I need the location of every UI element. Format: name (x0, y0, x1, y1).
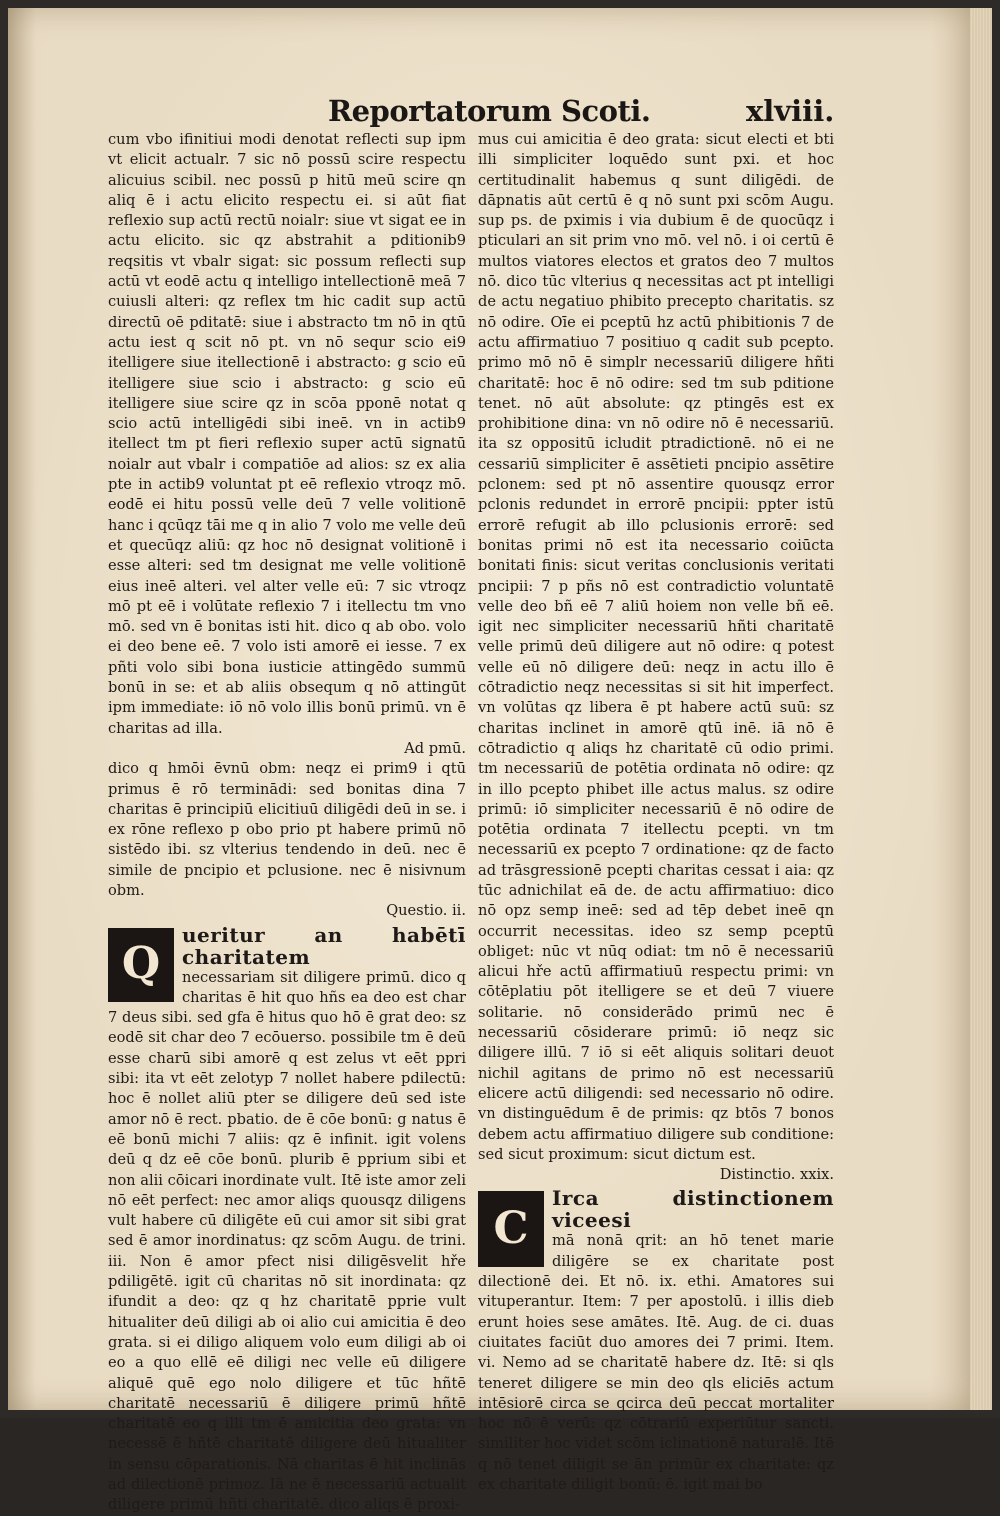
left-paragraph-3: necessariam sit diligere primū. dico q charitas ē hit quo hñs ea deo est char 7 deus sibi. sed gfa ē hitus quo hō ē grat deo: sz eodē sit char deo 7 ecōuerso. possibile tm ē deū esse charū sibi amorē q est zelus vt eēt ppri sibi: ita vt eēt zelotyp 7 nollet habere pdilectū: hoc ē nollet aliū pter se diligere deū sed iste amor nō ē rect. pbatio. de ē cōe bonū: g natus ē eē bonū michi 7 aliis: qz ē infinit. igit volens deū q dz eē cōe bonū. plurib ē pprium sibi et non alii cōicari inordinate vult. Itē iste amor zeli nō eēt perfect: nec amor aliqs quousqz diligens vult habere cū diligēte eū cui amor sit sibi grat sed ē amor inordinatus: qz scōm Augu. de trini. iii. Non ē amor pfect nisi diligēsvelit hře pdiligētē. igit cū charitas nō sit inordinata: qz ifundit a deo: qz q hz charitatē pprie vult hitualiter deū diligi ab oi alio cui amicitia ē deo grata. si ei diligo aliquem volo eum diligi ab oi eo a quo ellē eē diligi nec velle eū diligere aliquē quē ego nolo diligere et tūc hñtē charitatē necessariū ē diligere primū hñtē charitatē eo q illi tm ē amicitia deo grata: vn necessē ē hñtē charitatē diligere deū hitualiter in sensu cōparationis. Nā charitas ē hit inclinās ad dilectionē primoz. Iā ne ē necessariū actualit diligere primū hñti charitatē. dico aliqs ē proxi- (108, 968, 466, 1514)
distinction-heading: Irca distinctionem viceesi (552, 1186, 834, 1233)
distinction-heading-block (478, 1187, 834, 1495)
right-column (478, 130, 834, 1493)
page-edge (970, 8, 992, 1410)
right-paragraph-1: mus cui amicitia ē deo grata: sicut electi et bti illi simpliciter loquēdo sunt pxi. et hoc certitudinalit habemus q sunt diligēdi. de dāpnatis aūt certū ē q nō sunt pxi scōm Augu. sup ps. de pximis i via dubium ē de quocūqz i pticulari an sit prim vno mō. vel nō. i oi certū ē multos viatores electos et gratos deo 7 multos nō. dico tūc vlterius q necessitas act pt intelligi de actu negatiuo phibito precepto charitatis. sz nō odire. Oīe ei pceptū hz actū phibitionis 7 de actu affirmatiuo 7 positiuo q cadit sub pcepto. primo mō nō ē simplr necessariū diligere hñti charitatē: hoc ē nō odire: sed tm sub pditione tenet. nō aūt absolute: qz ptingēs est ex prohibitione dina: vn nō odire nō ē necessariū. ita sz oppositū icludit ptradictionē. nō ei ne cessariū simpliciter ē assētieti pncipio assētire pclonem: sed pt nō assentire quousqz error pclonis redundet in errorē pncipii: ppter istū errorē refugit ab illo pclusionis errorē: sed bonitas primi nō est ita necessario coiūcta bonitati finis: sicut veritas conclusionis veritati pncipii: 7 p pñs nō est contradictio voluntatē velle deo bñ eē 7 aliū hoiem non velle bñ eē. igit nec simpliciter necessariū hñti charitatē velle primū deū diligere aut nō odire: q potest velle eū nō diligere deū: neqz in actu illo ē cōtradictio neqz necessitas si sit hit imperfect. vn volūtas qz libera ē pt habere actū suū: sz charitas inclinet in amorē qtū inē. iā nō ē cōtradictio q aliqs hz charitatē cū odio primi. tm necessariū de potētia ordinata nō odire: qz in illo pcepto phibet ille actus malus. sz odire primū: iō simpliciter necessariū ē nō odire de potētia ordinata 7 itellectu pcepti. vn tm necessariū ex pcepto 7 ordinatione: qz de facto ad trāsgressionē pcepti charitas cessat i aia: qz tūc adnichilat eā de. de actu affirmatiuo: dico nō opz semp ineē: sed ad tēp debet ineē qn occurrit necessitas. ideo sz semp pceptū obliget: nūc vt nūq odiat: tm nō ē necessariū alicui hře actū affirmatiuū respectu primi: vn cōtēplatiu pōt itelligere se et deū 7 viuere solitarie. nō considerādo primū nec ē necessariū cōsiderare primū: iō neqz sic diligere illū. 7 iō si eēt aliquis solitari deuot nichil agitans de primo nō est necessariū elicere actū diligendi: sed necessario nō odire. vn distinguēdum ē de primis: qz btōs 7 bonos debem actu affirmatiuo diligere sub conditione: sed sicut proximum: sicut dictum est. (478, 131, 834, 1163)
right-paragraph-2: mā nonā qrit: an hō tenet marie diligēre se ex charitate post dilectionē dei. Et nō. ix. ethi. Amatores sui vituperantur. Item: 7 per apostolū. i illis dieb erunt hoies sese amātes. Itē. Aug. de ci. duas ciuitates faciūt duo amores dei 7 primi. Item. vi. Nemo ad se charitatē habere dz. Itē: si qls teneret diligere se min deo qls eliciēs actum intēsiorē circa se qcirca deū peccat mortaliter hoc nō ē verū: qz cōtrariū experiūtur sancti. similiter hoc videt scōm iclinationē naturalē. Itē q nō tenet diligit se ān primūr ex charitate: qz ex charitate diligit bonū: ē. igit mai bo (478, 1232, 834, 1493)
left-paragraph-2: dico q hmōi ēvnū obm: neqz ei prim9 i qtū primus ē rō terminādi: sed bonitas dina 7 charitas ē principiū elicitiuū diligēdi deū in se. i ex rōne reflexo p obo prio pt habere primū nō sistēdo ibi. sz vlterius tendendo in deū. nec ē simile de pncipio et pclusione. nec ē nisivnum obm. (108, 760, 466, 899)
printed-leaf (8, 8, 970, 1514)
left-paragraph-1: cum vbo ifinitiui modi denotat reflecti sup ipm vt elicit actualr. 7 sic nō possū scire respectu alicuius scibil. nec possū p hitū meū scire qn aliq ē i actu elicito respectu ei. si aūt fiat reflexio sup actū rectū noialr: siue vt sigat ee in actu elicito. sic qz abstrahit a pditionib9 reqsitis vt vbalr sigat: sic possum reflecti sup actū vt eodē actu q intelligo intellectionē meā 7 cuiusli alteri: qz reflex tm hic cadit sup actū directū oē pditatē: siue i abstracto tm nō in qtū actu iest q scit nō pt. vn nō sequr scio ei9 itelligere siue itellectionē i abstracto: g scio eū itelligere siue scio i abstracto: g scio eū itelligere siue scire qz in scōa pponē notat q scio actū intelligēdi sibi ineē. vn in actib9 itellect tm pt fieri reflexio super actū signatū noialr aut vbalr i compatiōe ad alios: sz ex alia pte in actib9 voluntat pt eē reflexio vtroqz mō. eodē ei hitu possū velle deū 7 velle volitionē hanc i qcūqz tāi me q in alio 7 volo me velle deū et quecūqz aliū: qz hoc nō designat volitionē i esse alteri: sed tm designat me velle volitionē eius ineē alteri. vel alter velle eū: 7 sic vtroqz mō pt eē i volūtate reflexio 7 i itellectu tm vno mō. sed vn ē bonitas isti hit. dico q ab obo. volo ei deo bene eē. 7 volo isti amorē ei iesse. 7 ex pñti volo sibi bona iusticie attingēdo summū bonū in se: et ab aliis obsequm q nō attingūt ipm immediate: iō nō volo illis bonū primū. vn ē charitas ad illa. (108, 131, 466, 737)
distinction-marker: Distinctio. xxix. (719, 1166, 834, 1184)
question-heading: ueritur an habētī charitatem (182, 922, 466, 969)
marginal-marker: Ad pmū. (404, 739, 466, 757)
woodcut-initial: Q (108, 928, 174, 1002)
running-title: Reportatorum Scoti. (328, 94, 651, 128)
left-column (108, 130, 466, 1514)
question-marker: Questio. ii. (386, 902, 466, 920)
question-heading-block (108, 924, 466, 1516)
woodcut-initial-figure: C (478, 1191, 544, 1267)
folio-number: xlviii. (746, 94, 835, 128)
